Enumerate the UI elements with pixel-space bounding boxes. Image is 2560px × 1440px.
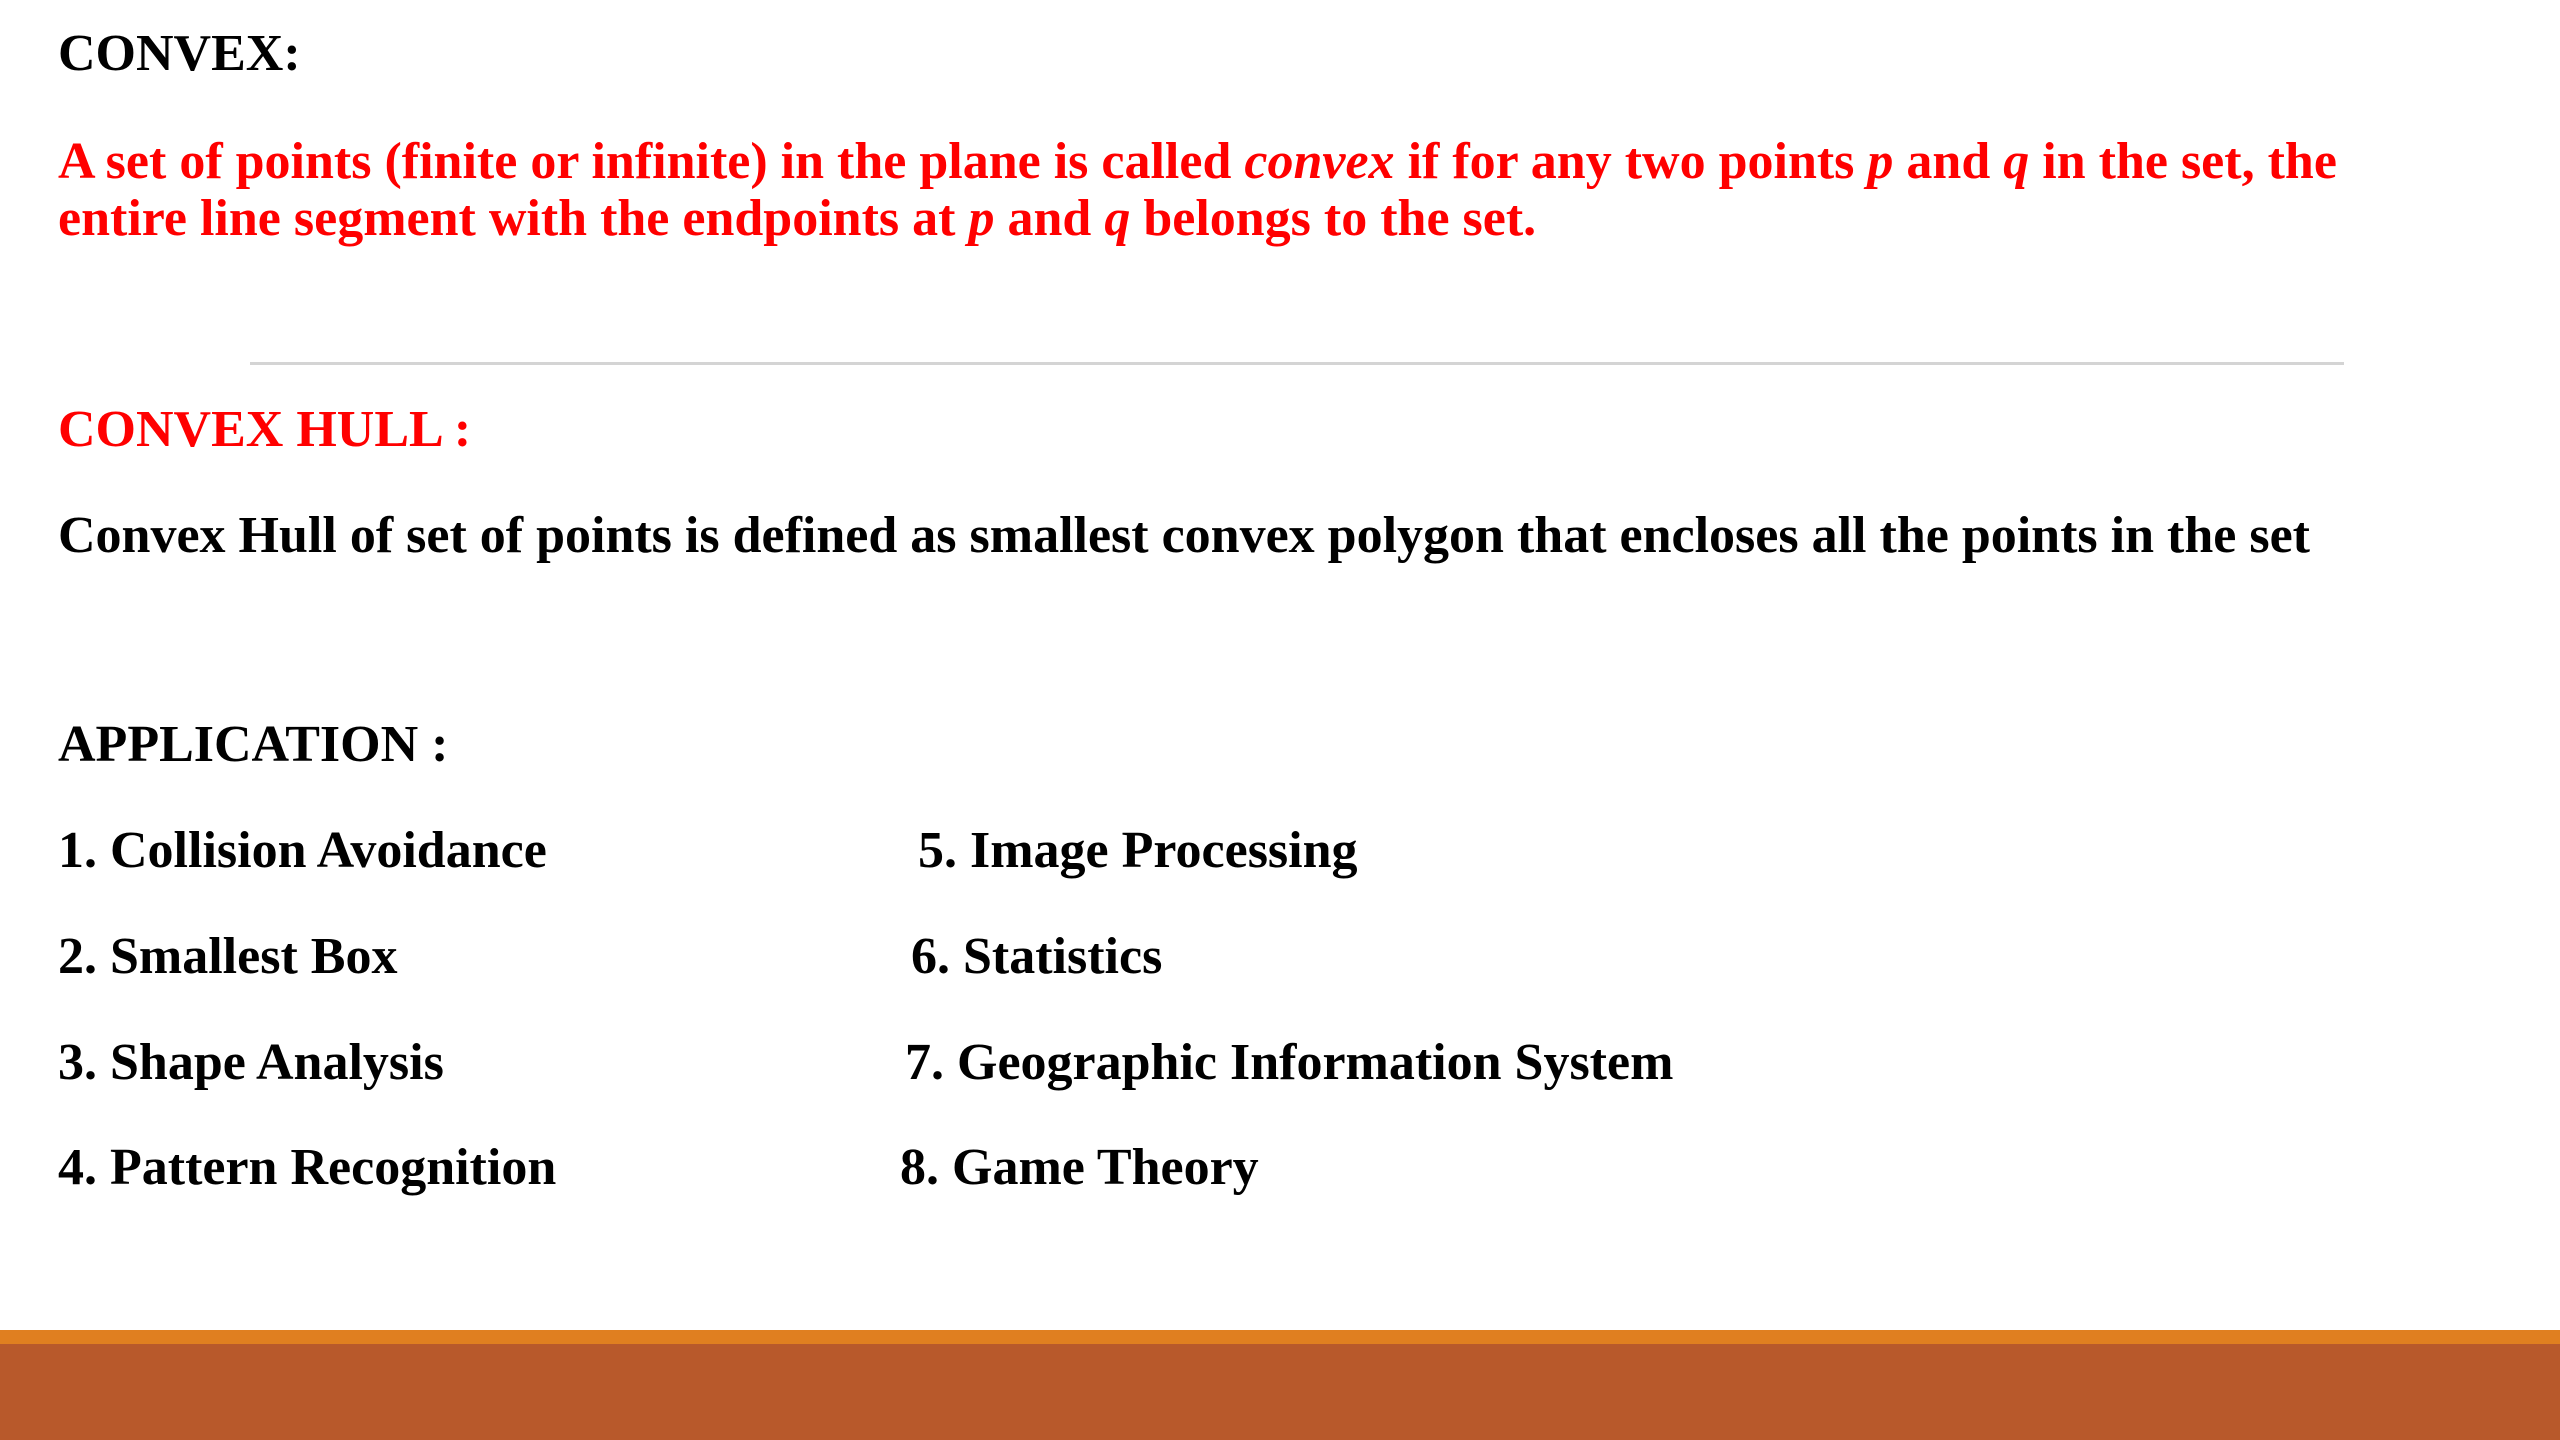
def2-part3: belongs to the set. — [1130, 190, 1537, 247]
footer-accent-stripe — [0, 1330, 2560, 1344]
def1-part1: A set of points (finite or infinite) in the plane is called — [58, 133, 1245, 190]
convex-definition-line-2 — [58, 190, 2337, 247]
application-item: 3. Shape Analysis — [58, 1034, 444, 1091]
def2-part2: and — [994, 190, 1105, 247]
application-item: 4. Pattern Recognition — [58, 1139, 557, 1196]
convex-heading: CONVEX: — [58, 25, 301, 82]
def1-part4: in the set, the — [2029, 133, 2337, 190]
def1-part3: and — [1893, 133, 2004, 190]
def1-term-convex: convex — [1244, 133, 1395, 190]
def2-var-p: p — [968, 190, 995, 247]
convex-hull-definition: Convex Hull of set of points is defined as smallest convex polygon that encloses all the points in the set — [58, 507, 2310, 564]
application-item: 6. Statistics — [911, 928, 1163, 985]
footer-bar — [0, 1344, 2560, 1440]
def2-part1: entire line segment with the endpoints at — [58, 190, 969, 247]
application-item: 5. Image Processing — [918, 822, 1358, 879]
application-item: 7. Geographic Information System — [905, 1034, 1674, 1091]
convex-definition-line-1 — [58, 133, 2337, 190]
def2-var-q: q — [1104, 190, 1131, 247]
application-heading: APPLICATION : — [58, 716, 449, 773]
def1-var-q: q — [2003, 133, 2030, 190]
def1-part2: if for any two points — [1394, 133, 1868, 190]
application-item: 2. Smallest Box — [58, 928, 398, 985]
section-divider — [250, 362, 2344, 365]
convex-definition — [58, 133, 2337, 247]
convex-hull-heading: CONVEX HULL : — [58, 401, 472, 458]
application-item: 1. Collision Avoidance — [58, 822, 547, 879]
application-item: 8. Game Theory — [900, 1139, 1259, 1196]
def1-var-p: p — [1867, 133, 1894, 190]
